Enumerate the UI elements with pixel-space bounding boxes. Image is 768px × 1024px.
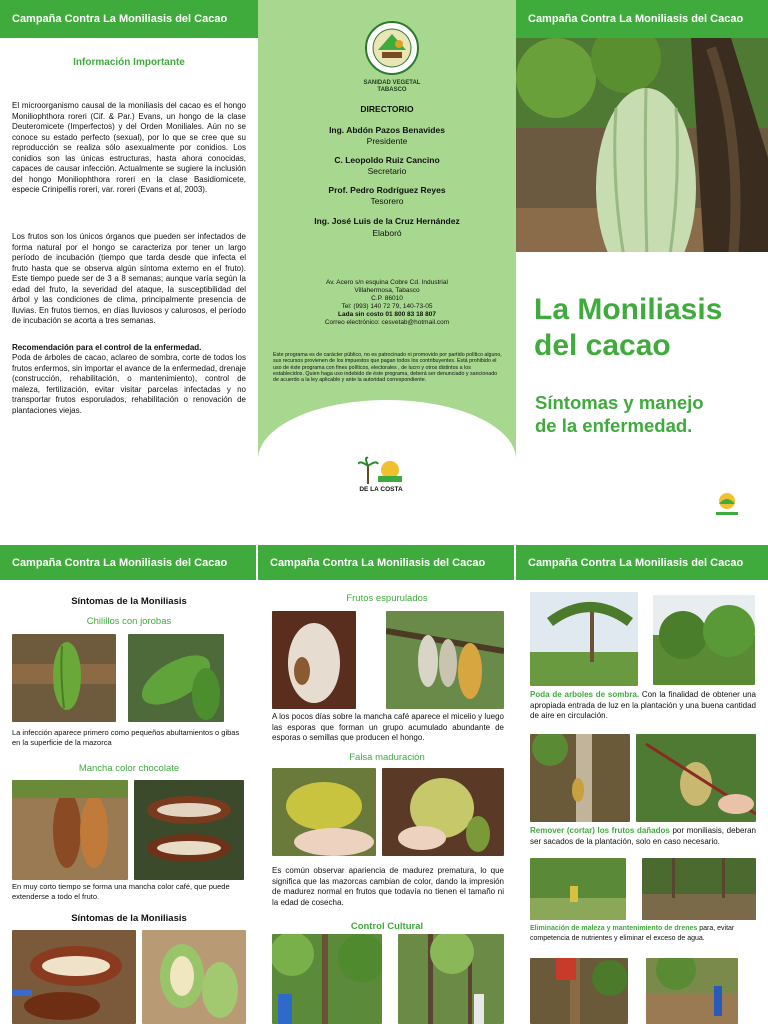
cover-title-line-1: La Moniliasis [534,293,723,326]
cover-footer-text: Comité Estatal de Sanidad Vegetal de Tabasco [540,502,682,509]
toll-free-line: Lada sin costo 01 800 83 18 807 [338,311,436,318]
panel1-paragraph-3: Poda de árboles de cacao, aclareo de sombra, corte de todos los frutos enfermos, sin importar el avance de la enfermedad, drenaje (construcción, rehabilitación, o mantenimiento), control de maleza, fertilización, evitar visitar parcelas infectadas y no transportar frutos esporulados, rehabilitación o renovación de plantaciones viejas. [12,353,246,415]
cover-subtitle [535,391,765,437]
photo-mancha-2 [134,780,244,880]
panel6-caption-3-bold: Eliminación de maleza y mantenimiento de drenes [530,925,698,932]
director-name-2: C. Leopoldo Ruiz Cancino [334,155,440,165]
address-line-1: Av. Acero s/n esquina Cobre Cd. Industrial [326,279,448,286]
directory-title: DIRECTORIO [360,104,414,114]
cesvetab-logo-icon [710,490,744,520]
panel6-caption-3 [530,924,756,943]
panel6-header-bar [516,542,768,580]
photo-falsa-maduracion-1 [272,768,376,856]
panel4-heading-2: Síntomas de la Moniliasis [71,913,187,924]
photo-espurulados-1 [272,611,356,709]
photo-espurulados-2 [386,611,504,709]
email-line: Correo electrónico: cesvetab@hotmail.com [324,319,450,326]
photo-falsa-maduracion-2 [382,768,504,856]
panel4-header-title: Campaña Contra La Moniliasis del Cacao [12,556,228,569]
panel4-sub-1: Chilillos con jorobas [86,616,172,627]
director-role-4: Elaboró [372,228,402,238]
panel6-header-title: Campaña Contra La Moniliasis del Cacao [528,556,744,569]
photo-drenes-1 [530,958,628,1024]
photo-chilillos-2 [128,634,224,722]
panel4-sub-2: Mancha color chocolate [78,763,180,774]
panel1-paragraph-2: Los frutos son los únicos órganos que pueden ser infectados de forma natural por el hongo se caracteriza por tener un largo período de incubación (tiempo que tarda desde que infecta el fruto hasta que se observa algún síntoma externo en el fruto). Este tiempo puede ser de 3 a 8 semanas; aunque varía según la edad del fruto, la severidad del ataque, la susceptibilidad del árbol y las condiciones de clima, principalmente presencia de lluvias. En frutos tiernos, en días lluviosos y calurosos, el período de incubación se acorta a tres semanas. [12,232,246,325]
cover-title-line-2: del cacao [534,329,671,362]
photo-chilillos-1 [12,634,116,722]
panel5-header-title: Campaña Contra La Moniliasis del Cacao [270,556,486,569]
panel5-caption-2: Es común observar apariencia de madurez prematura, lo que significa que las mazorcas cambian de color, dando la impresión de madurez normal en frutos que todavía no tienen el tamaño ni la edad de cosecha. [272,866,504,907]
panel3-header-bar [516,0,768,38]
panel3-header-title: Campaña Contra La Moniliasis del Cacao [528,13,744,25]
director-name-1: Ing. Abdón Pazos Benavides [329,125,445,135]
logo-caption: SANIDAD VEGETAL TABASCO [363,80,421,93]
photo-maleza-2 [642,858,756,920]
panel1-heading: Información Importante [73,57,185,68]
photo-poda-2 [653,595,755,685]
photo-control-cultural-1 [272,934,382,1024]
phone-line: Tel: (993) 140 72 79, 140-73-05 [341,303,433,310]
panel1-paragraph-1: El microorganismo causal de la moniliasis del cacao es el hongo Moniliophthora roreri (Cif. & Par.) Evans, un hongo de la clase Deuteromicete (Imperfectos) y del Orden Moniliales. Aún no se conoce su estado perfecto (sexual), por lo que se cree que su reproducción se realiza sólo asexualmente por conidios. Los conidios son las únicas estructuras, hasta ahora conocidas, capaces de causar infección. Actualmente se sugiere la inclusión del hongo Moniliophthora roreri en la clase Basidiomicete, especie Crinipellis roreri, var. roreri (Evans et al, 2003). [12,101,246,194]
cover-title [534,292,764,364]
panel4-caption-1: La infección aparece primero como pequeños abultamientos o gibas en la superficie de la mazorca [12,728,240,747]
panel1-header-bar [0,0,258,38]
costa-logo [358,456,404,486]
panel5-sub-1: Frutos espurulados [346,593,428,604]
photo-remover-1 [530,734,630,822]
sanidad-vegetal-logo [352,20,432,82]
photo-mancha-1 [12,780,128,880]
cover-white-band [516,252,768,492]
panel4-heading: Síntomas de la Moniliasis [71,596,187,607]
panel6-caption-2-bold: Remover (cortar) los frutos dañados [530,826,670,835]
director-role-2: Secretario [367,166,407,176]
cover-subtitle-line-1: Síntomas y manejo [535,392,704,413]
photo-control-cultural-2 [398,934,504,1024]
panel1-header-title: Campaña Contra La Moniliasis del Cacao [12,13,228,25]
panel5-sub-2: Falsa maduración [349,752,425,763]
legal-disclaimer: Este programa es de carácter público, no es patrocinado ni promovido por partido político alguno, sus recursos provienen de los impuestos que pagan todos los contribuyentes. Está prohibido el uso de éste programa con fines políticos, electorales , de lucro y otros distintos a los establecidos. Quien haga uso indebido de éste programa, deberá ser denunciado y sancionado de acuerdo a la ley aplicable y ante la autoridad correspondiente. [273,352,502,384]
photo-poda-1 [530,592,638,686]
panel4-caption-2: En muy corto tiempo se forma una mancha color café, que puede extenderse a todo el fruto. [12,882,230,901]
director-name-3: Prof. Pedro Rodríguez Reyes [328,185,446,195]
panel6-caption-2-rest: por moniliasis, deberan ser sacados de la plantación, solo en caso necesario. [530,826,756,846]
panel6-caption-1-rest: Con la finalidad de obtener una apropiada entrada de luz en la plantación y una buena cantidad de aire en circulación. [530,690,757,720]
address-line-3: C.P. 86010 [371,295,403,302]
panel5-caption-1: A los pocos días sobre la mancha café aparece el micelio y luego las esporas que forman un grupo acumulado abundante de esporas o semillas que producen el hongo. [272,712,504,742]
photo-sintomas-4 [142,930,246,1024]
director-name-4: Ing. José Luis de la Cruz Hernández [314,216,460,226]
panel6-caption-1 [530,690,756,722]
director-role-1: Presidente [366,136,408,146]
photo-maleza-1 [530,858,626,920]
panel4-header-bar [0,542,256,580]
panel6-caption-3-rest: para, evitar competencia de nutrientes y eliminar el exceso de agua. [530,925,735,942]
photo-drenes-2 [646,958,738,1024]
photo-sintomas-3 [12,930,136,1024]
cover-subtitle-line-2: de la enfermedad. [535,415,693,436]
costa-logo-caption: DE LA COSTA [359,486,403,493]
panel1-recommendation-title: Recomendación para el control de la enfermedad. [12,343,202,352]
panel5-sub-3: Control Cultural [350,921,424,932]
panel6-caption-2 [530,826,756,847]
panel6-caption-1-bold: Poda de arboles de sombra. [530,690,640,699]
panel5-header-bar [258,542,514,580]
director-role-3: Tesorero [370,196,404,206]
photo-remover-2 [636,734,756,822]
address-line-2: Villahermosa, Tabasco [354,287,420,294]
cover-cacao-photo [516,38,768,288]
